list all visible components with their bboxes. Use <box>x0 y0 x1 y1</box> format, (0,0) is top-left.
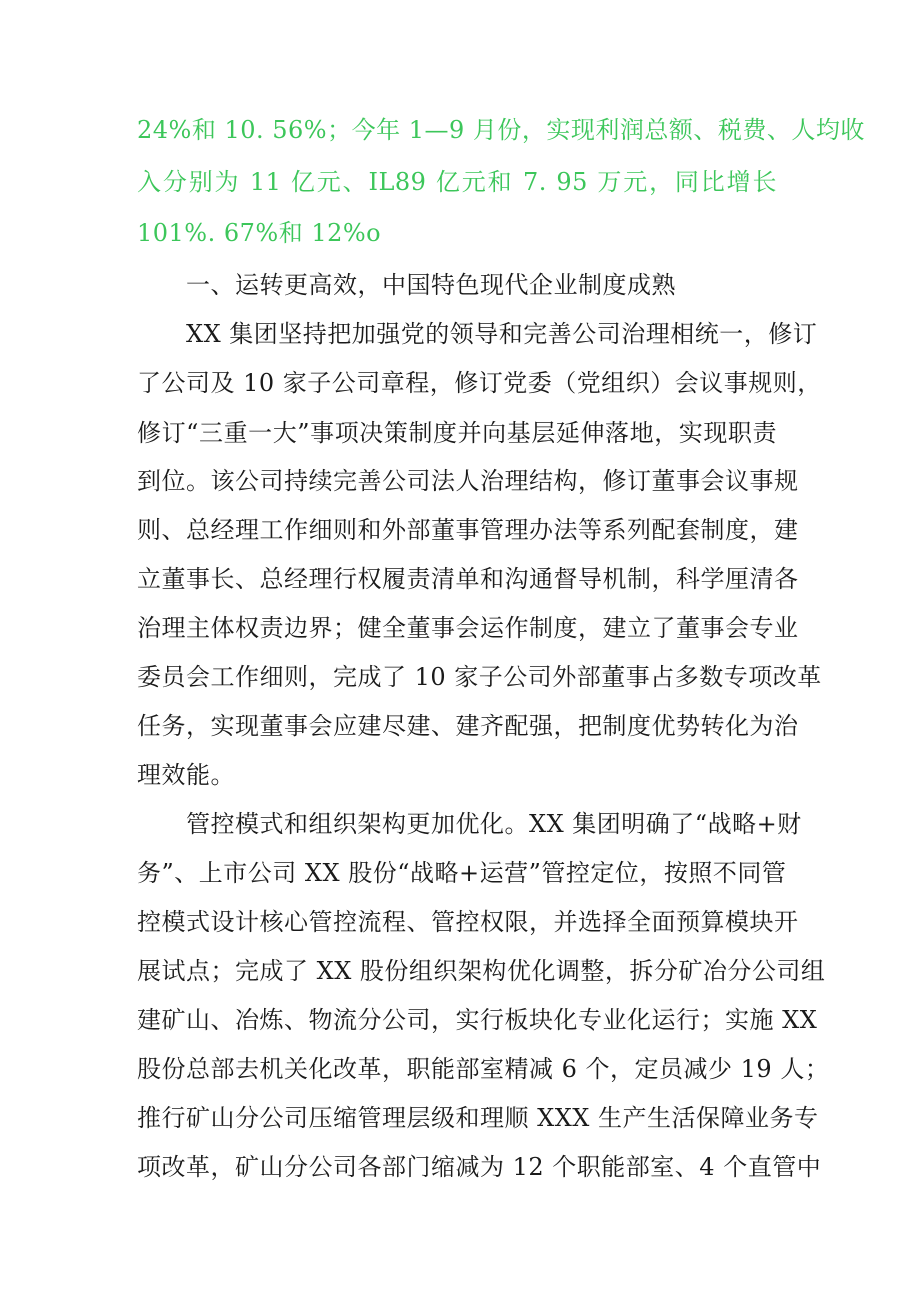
text-line-14: 理效能。 <box>137 761 235 789</box>
text-line-3: 101%. 67%和 12%o <box>137 219 382 247</box>
text-line-13: 任务，实现董事会应建尽建、建齐配强，把制度优势转化为治 <box>137 712 799 740</box>
text-line-11: 治理主体权责边界；健全董事会运作制度，建立了董事会专业 <box>137 614 799 642</box>
text-line-20: 股份总部去机关化改革，职能部室精减 6 个，定员减少 19 人； <box>137 1055 830 1083</box>
text-line-12: 委员会工作细则，完成了 10 家子公司外部董事占多数专项改革 <box>137 663 822 691</box>
text-line-7: 修订“三重一大”事项决策制度并向基层延伸落地，实现职责 <box>137 419 777 447</box>
text-line-16: 务”、上市公司 XX 股份“战略+运营”管控定位，按照不同管 <box>137 859 787 887</box>
text-line-22: 项改革，矿山分公司各部门缩减为 12 个职能部室、4 个直管中 <box>137 1153 822 1181</box>
text-line-8: 到位。该公司持续完善公司法人治理结构，修订董事会议事规 <box>137 467 799 495</box>
text-line-5: XX 集团坚持把加强党的领导和完善公司治理相统一，修订 <box>186 320 818 348</box>
text-line-17: 控模式设计核心管控流程、管控权限，并选择全面预算模块开 <box>137 908 799 936</box>
text-line-21: 推行矿山分公司压缩管理层级和理顺 XXX 生产生活保障业务专 <box>137 1104 819 1132</box>
text-line-2: 入分别为 11 亿元、IL89 亿元和 7. 95 万元，同比增长 <box>137 168 777 196</box>
text-line-9: 则、总经理工作细则和外部董事管理办法等系列配套制度，建 <box>137 516 799 544</box>
text-line-15: 管控模式和组织架构更加优化。XX 集团明确了“战略+财 <box>186 810 802 838</box>
section-heading: 一、运转更高效，中国特色现代企业制度成熟 <box>186 271 676 299</box>
text-line-19: 建矿山、冶炼、物流分公司，实行板块化专业化运行；实施 XX <box>137 1006 818 1034</box>
text-line-6: 了公司及 10 家子公司章程，修订党委（党组织）会议事规则， <box>137 369 822 397</box>
text-line-18: 展试点；完成了 XX 股份组织架构优化调整，拆分矿冶分公司组 <box>137 957 826 985</box>
text-line-1: 24%和 10. 56%；今年 1—9 月份，实现利润总额、税费、人均收 <box>137 116 865 144</box>
text-line-10: 立董事长、总经理行权履责清单和沟通督导机制，科学厘清各 <box>137 565 799 593</box>
